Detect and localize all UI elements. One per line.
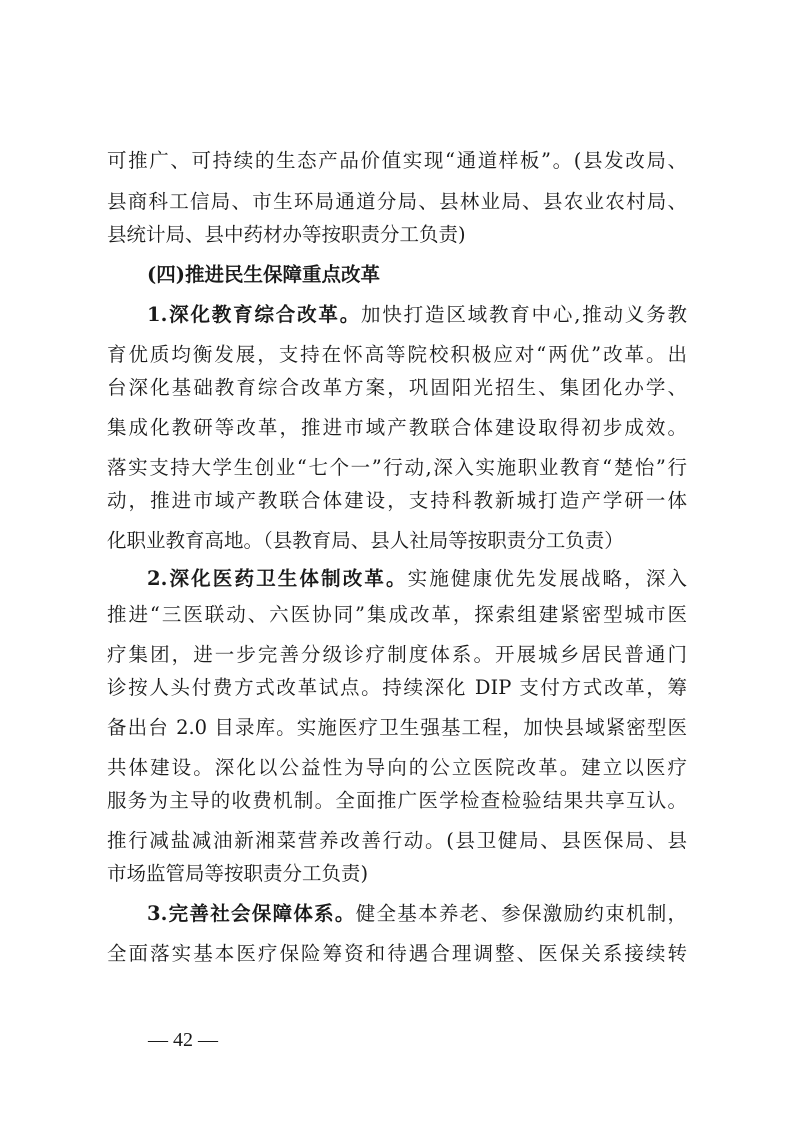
paragraph-line: 全面落实基本医疗保险筹资和待遇合理调整、医保关系接续转 <box>107 942 687 965</box>
page-number: — 42 — <box>148 1029 218 1051</box>
paragraph-line: 动，推进市域产教联合体建设，支持科教新城打造产学研一体 <box>107 489 687 512</box>
paragraph-line: 县商科工信局、市生环局通道分局、县林业局、县农业农村局、 <box>107 190 687 213</box>
paragraph-line: 疗集团，进一步完善分级诊疗制度体系。开展城乡居民普通门 <box>107 643 687 666</box>
item-heading: 3.完善社会保障体系。 <box>147 902 356 925</box>
paragraph-line: 化职业教育高地。（县教育局、县人社局等按职责分工负责） <box>107 529 624 552</box>
paragraph-line: 2.深化医药卫生体制改革。实施健康优先发展战略，深入 <box>147 567 687 590</box>
paragraph-line: 3.完善社会保障体系。健全基本养老、参保激励约束机制， <box>147 902 687 925</box>
paragraph-line: 共体建设。深化以公益性为导向的公立医院改革。建立以医疗 <box>107 756 687 779</box>
paragraph-line: 育优质均衡发展，支持在怀高等院校积极应对“两优”改革。出 <box>107 343 687 366</box>
paragraph-line: 1.深化教育综合改革。加快打造区域教育中心,推动义务教 <box>147 303 687 326</box>
paragraph-line: 市场监管局等按职责分工负责) <box>107 862 369 885</box>
paragraph-line: 台深化基础教育综合改革方案，巩固阳光招生、集团化办学、 <box>107 376 687 399</box>
paragraph-line: 服务为主导的收费机制。全面推广医学检查检验结果共享互认。 <box>107 789 687 812</box>
paragraph-line: 集成化教研等改革，推进市域产教联合体建设取得初步成效。 <box>107 416 687 439</box>
paragraph-line: 推行减盐减油新湘菜营养改善行动。(县卫健局、县医保局、县 <box>107 829 687 852</box>
paragraph-line: 备出台 2.0 目录库。实施医疗卫生强基工程，加快县域紧密型医 <box>107 716 687 739</box>
paragraph-line: 诊按人头付费方式改革试点。持续深化 DIP 支付方式改革，筹 <box>107 676 687 699</box>
paragraph-line: 县统计局、县中药材办等按职责分工负责) <box>107 223 466 246</box>
paragraph-line: 可推广、可持续的生态产品价值实现“通道样板”。(县发改局、 <box>107 149 687 172</box>
item-heading: 1.深化教育综合改革。 <box>147 303 362 326</box>
section-heading: (四)推进民生保障重点改革 <box>147 263 380 286</box>
paragraph-line: 落实支持大学生创业“七个一”行动,深入实施职业教育“楚怡”行 <box>107 456 687 479</box>
item-heading: 2.深化医药卫生体制改革。 <box>147 567 408 590</box>
paragraph-line: 推进“三医联动、六医协同”集成改革，探索组建紧密型城市医 <box>107 603 687 626</box>
